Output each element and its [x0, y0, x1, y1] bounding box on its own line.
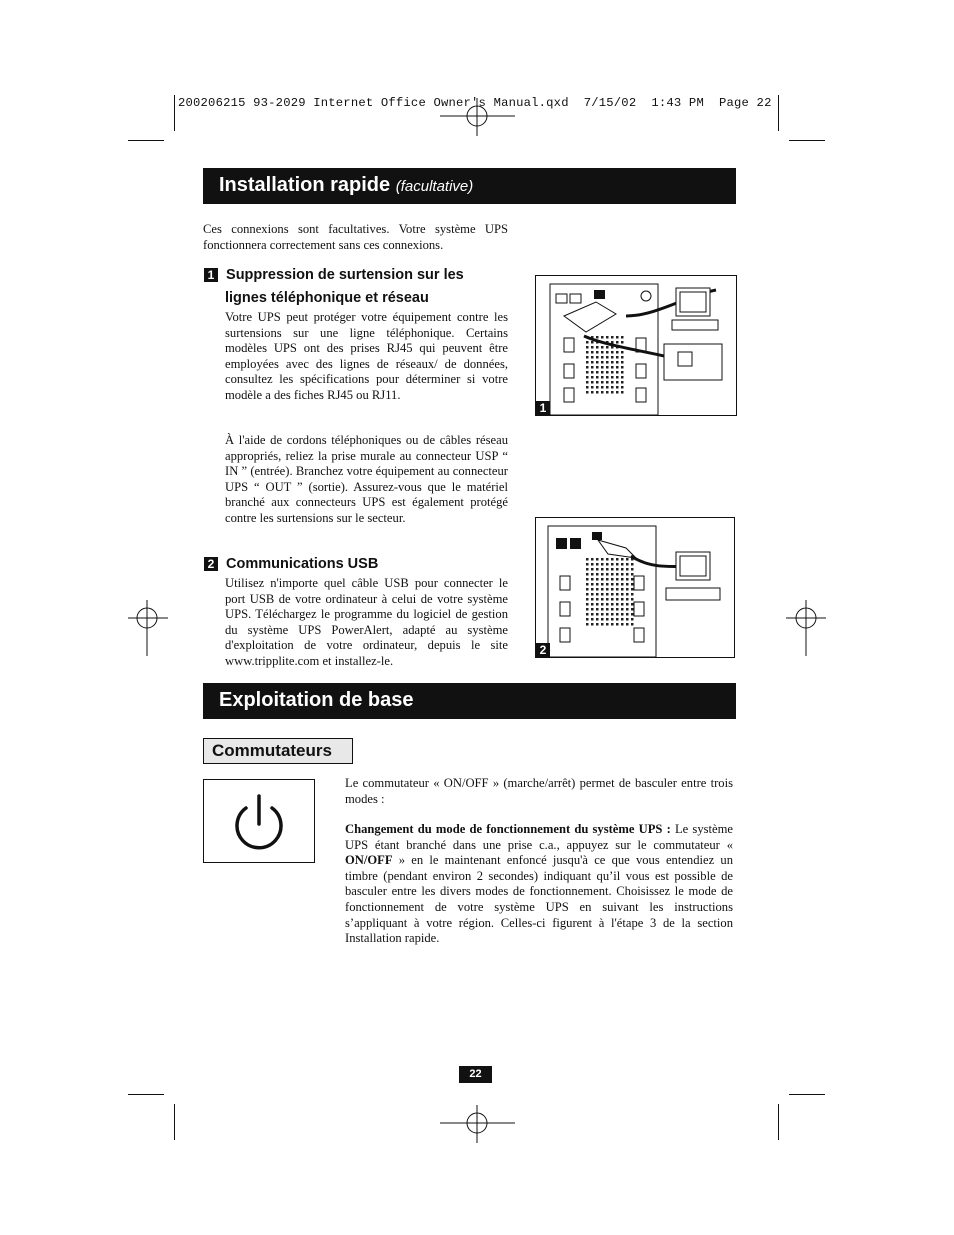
crop-mark [128, 140, 164, 141]
crop-mark [128, 1094, 164, 1095]
section-subtitle: (facultative) [395, 178, 474, 195]
mode-text-after: » en le maintenant enfoncé jusqu'à ce que vous entendiez un timbre (pendant environ 2 secondes) indiquant qu’il vous est possible de basculer entre les divers modes de fonctionnement. Choisissez le mode de fonctionnement de votre système UPS en suivant les instructions s’appliquant à votre région. Celles-ci figurent à l'étape 3 de la section Installation rapide. [345, 853, 733, 946]
section-header-exploitation [203, 683, 736, 719]
step2-heading [204, 553, 509, 576]
mode-onoff: ON/OFF [345, 853, 393, 868]
power-icon [204, 780, 314, 862]
figure-number: 1 [536, 401, 550, 415]
step2-heading-text: Communications USB [226, 556, 379, 572]
page-number: 22 [459, 1066, 492, 1083]
step2-paragraph: Utilisez n'importe quel câble USB pour connecter le port USB de votre ordinateur à celui de votre système UPS. Téléchargez le programme du logiciel de gestion du système UPS PowerAlert, adapté au système d'exploitation de votre ordinateur, depuis le site www.tripplite.com et installez-le. [225, 576, 508, 668]
registration-mark-right [786, 600, 826, 656]
registration-mark-bottom [440, 1105, 515, 1143]
crop-mark [778, 95, 779, 131]
ups-rear-panel-illustration [536, 276, 736, 415]
step1-heading-line1: Suppression de surtension sur les [226, 267, 464, 283]
mode-heading: Changement du mode de fonctionnement du système UPS : [345, 822, 671, 836]
crop-mark [174, 95, 175, 131]
registration-mark-left [128, 600, 168, 656]
step-number: 2 [204, 557, 218, 571]
power-button-figure [203, 779, 315, 863]
figure-phone-network [535, 275, 737, 416]
ups-usb-illustration [536, 518, 734, 657]
section-header-installation [203, 168, 736, 204]
crop-mark [789, 1094, 825, 1095]
mode-text-before: Le système UPS étant branché dans une prise c.a., appuyez sur le commutateur « [345, 822, 733, 852]
section-title: Exploitation de base [219, 689, 414, 711]
switch-intro-text: Le commutateur « ON/OFF » (marche/arrêt) permet de basculer entre trois modes : [345, 776, 733, 806]
step1-paragraph1: Votre UPS peut protéger votre équipement contre les surtensions sur une ligne téléphonique. Certains modèles UPS ont des prises RJ45 qui peuvent être employées avec des lignes de réseaux/ de données, consultez les spécifications pour déterminer si votre modèle a des fiches RJ45 ou RJ11. [225, 310, 508, 402]
step-number: 1 [204, 268, 218, 282]
figure-usb [535, 517, 735, 658]
step1-paragraph2: À l'aide de cordons téléphoniques ou de câbles réseau appropriés, reliez la prise murale au connecteur USP “ IN ” (entrée). Branchez votre équipement au connecteur UPS “ OUT ” (sortie). Assurez-vous que le matériel branché aux connecteurs UPS est également protégé contre les surtensions sur le secteur. [225, 433, 508, 525]
file-slug: 200206215 93-2029 Internet Office Owner's Manual.qxd 7/15/02 1:43 PM Page 22 [178, 96, 772, 110]
intro-paragraph: Ces connexions sont facultatives. Votre système UPS fonctionnera correctement sans ces connexions. [203, 222, 508, 252]
subheading-commutateurs: Commutateurs [203, 738, 353, 764]
step1-heading [204, 264, 509, 310]
section-title: Installation rapide [219, 174, 391, 196]
mode-paragraph [345, 822, 733, 947]
figure-number: 2 [536, 643, 550, 657]
switch-intro [345, 776, 733, 807]
crop-mark [778, 1104, 779, 1140]
step1-heading-line2: lignes téléphonique et réseau [225, 290, 429, 306]
crop-mark [174, 1104, 175, 1140]
crop-mark [789, 140, 825, 141]
